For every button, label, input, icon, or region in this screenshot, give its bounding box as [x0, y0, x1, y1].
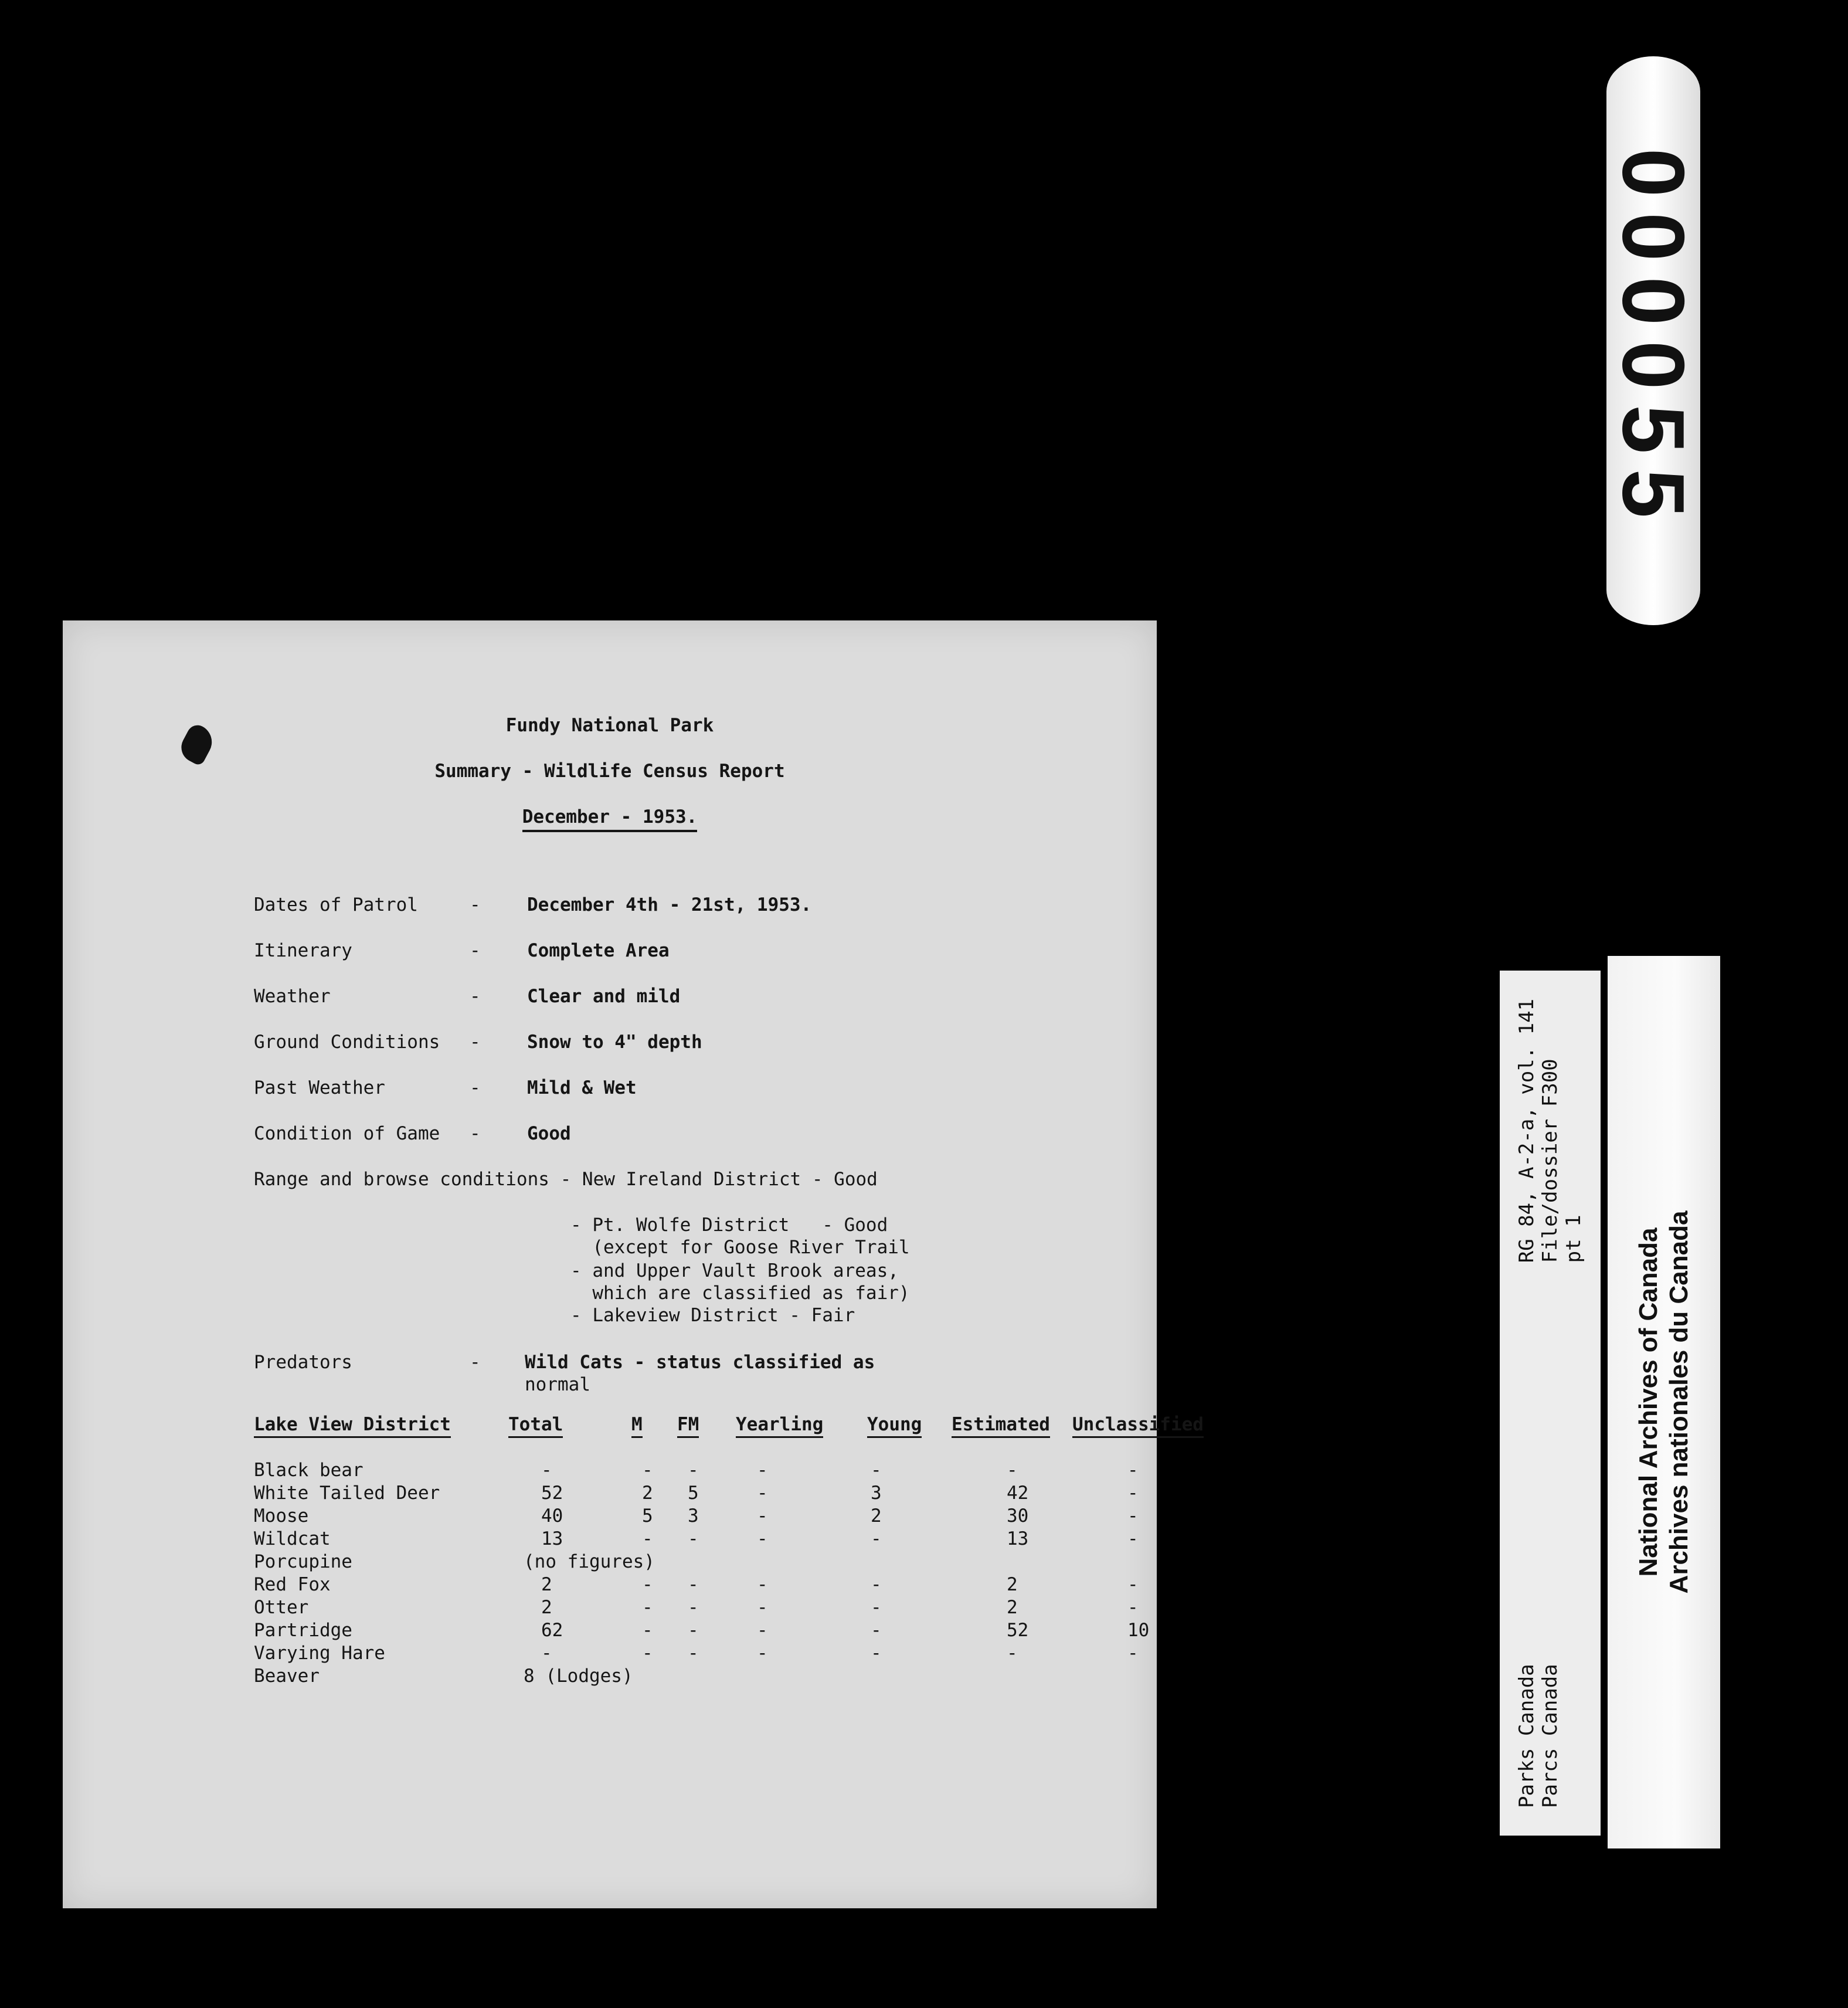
field-label: Itinerary: [254, 940, 352, 961]
species-cell: Otter: [254, 1597, 309, 1618]
field-value: December 4th - 21st, 1953.: [527, 894, 812, 915]
table-cell: -: [642, 1574, 653, 1595]
range-conditions-label: Range and browse conditions - New Ireland District - Good: [254, 1169, 878, 1190]
table-cell: 42: [1007, 1483, 1029, 1504]
table-cell: -: [757, 1620, 768, 1641]
field-value: Clear and mild: [527, 986, 681, 1007]
reference-line-rg: RG 84, A-2-a, vol. 141: [1515, 998, 1538, 1263]
table-cell: -: [757, 1483, 768, 1504]
table-cell: 10: [1127, 1620, 1150, 1641]
table-cell: 2: [642, 1483, 653, 1504]
column-header: [677, 1413, 699, 1436]
table-cell: 13: [541, 1528, 563, 1549]
table-cell: 62: [541, 1620, 563, 1641]
field-label: Condition of Game: [254, 1123, 440, 1144]
column-header: [254, 1413, 451, 1436]
species-cell: Partridge: [254, 1620, 352, 1641]
reference-label: [1500, 971, 1601, 1836]
table-cell: -: [688, 1528, 699, 1549]
field-dash: -: [470, 894, 481, 915]
table-cell: -: [1127, 1528, 1139, 1549]
table-cell: 2: [871, 1505, 882, 1527]
reference-label-text: [1515, 999, 1585, 1808]
table-cell: 52: [1007, 1620, 1029, 1641]
table-cell: 5: [688, 1483, 699, 1504]
field-value: Mild & Wet: [527, 1077, 637, 1098]
document-content: [63, 620, 1204, 1908]
table-cell: 13: [1007, 1528, 1029, 1549]
table-cell: -: [757, 1505, 768, 1527]
table-cell: -: [757, 1460, 768, 1481]
table-cell: -: [688, 1574, 699, 1595]
column-header-text: Total: [508, 1414, 563, 1438]
table-cell: 3: [688, 1505, 699, 1527]
reference-line-part: pt 1: [1562, 1214, 1585, 1263]
document-title: Fundy National Park: [505, 715, 714, 736]
column-header-text: FM: [677, 1414, 699, 1438]
reference-line-parks-fr: Parcs Canada: [1538, 1663, 1562, 1808]
field-dash: -: [470, 986, 481, 1007]
column-header: [736, 1413, 823, 1436]
table-cell: -: [688, 1597, 699, 1618]
table-cell: -: [757, 1597, 768, 1618]
reference-line-file: File/dossier F300: [1538, 1058, 1562, 1263]
table-cell: -: [871, 1528, 882, 1549]
column-header: [952, 1413, 1050, 1436]
column-header: [867, 1413, 922, 1436]
field-value: Snow to 4" depth: [527, 1032, 702, 1053]
species-cell: Porcupine: [254, 1551, 352, 1572]
column-header-text: Estimated: [952, 1414, 1050, 1438]
archives-line-fr: Archives nationales du Canada: [1664, 1210, 1693, 1594]
table-cell: 2: [1007, 1597, 1018, 1618]
table-cell: -: [1127, 1505, 1139, 1527]
field-value: Complete Area: [527, 940, 670, 961]
column-header-text: Young: [867, 1414, 922, 1438]
field-label: Dates of Patrol: [254, 894, 418, 915]
table-cell: -: [642, 1620, 653, 1641]
table-cell: -: [871, 1574, 882, 1595]
field-dash: -: [470, 940, 481, 961]
field-dash: -: [470, 1077, 481, 1098]
table-cell: -: [1127, 1483, 1139, 1504]
table-cell: -: [1127, 1460, 1139, 1481]
table-cell: -: [871, 1643, 882, 1664]
table-cell: -: [871, 1597, 882, 1618]
table-cell: (no figures): [524, 1551, 655, 1572]
table-cell: 2: [541, 1597, 552, 1618]
table-cell: 40: [541, 1505, 563, 1527]
range-line: (except for Goose River Trail: [570, 1237, 910, 1258]
predators-dash: -: [470, 1352, 481, 1373]
table-cell: 3: [871, 1483, 882, 1504]
archives-label: [1608, 956, 1720, 1848]
archives-line-en: National Archives of Canada: [1634, 1227, 1663, 1577]
species-cell: Varying Hare: [254, 1643, 385, 1664]
column-header-text: Lake View District: [254, 1414, 451, 1438]
field-label: Ground Conditions: [254, 1032, 440, 1053]
table-cell: -: [541, 1643, 552, 1664]
table-cell: -: [688, 1643, 699, 1664]
table-cell: -: [871, 1460, 882, 1481]
predators-line-2: normal: [525, 1374, 590, 1395]
table-cell: 30: [1007, 1505, 1029, 1527]
species-cell: White Tailed Deer: [254, 1483, 440, 1504]
predators-line-1: Wild Cats - status classified as: [525, 1352, 875, 1373]
table-cell: -: [688, 1460, 699, 1481]
reference-line-parks-en: Parks Canada: [1515, 1663, 1538, 1808]
range-line: - Pt. Wolfe District - Good: [570, 1215, 888, 1236]
range-line: which are classified as fair): [570, 1283, 910, 1304]
field-label: Weather: [254, 986, 331, 1007]
species-cell: Wildcat: [254, 1528, 331, 1549]
species-cell: Beaver: [254, 1666, 320, 1687]
table-cell: -: [871, 1620, 882, 1641]
column-header-text: Yearling: [736, 1414, 823, 1438]
table-cell: -: [642, 1528, 653, 1549]
reference-file: [1515, 999, 1585, 1263]
table-cell: -: [1007, 1643, 1018, 1664]
table-cell: -: [541, 1460, 552, 1481]
table-cell: -: [1127, 1597, 1139, 1618]
column-header-text: M: [631, 1414, 643, 1438]
table-cell: -: [1007, 1460, 1018, 1481]
range-line: - Lakeview District - Fair: [570, 1305, 855, 1326]
table-cell: 52: [541, 1483, 563, 1504]
table-cell: -: [757, 1643, 768, 1664]
table-cell: -: [1127, 1643, 1139, 1664]
document-date: [63, 806, 1157, 828]
archives-label-text: [1633, 1197, 1694, 1607]
field-dash: -: [470, 1123, 481, 1144]
column-header: [631, 1413, 643, 1436]
document-date-text: December - 1953.: [522, 806, 698, 832]
frame-counter: [1604, 56, 1703, 625]
column-header: [1072, 1413, 1204, 1436]
column-header: [508, 1413, 563, 1436]
species-cell: Black bear: [254, 1460, 364, 1481]
table-cell: 2: [541, 1574, 552, 1595]
table-cell: -: [642, 1460, 653, 1481]
field-dash: -: [470, 1032, 481, 1053]
reference-parks: [1515, 1664, 1562, 1808]
table-cell: -: [757, 1574, 768, 1595]
table-cell: -: [1127, 1574, 1139, 1595]
predators-label: Predators: [254, 1352, 352, 1373]
document-subtitle: Summary - Wildlife Census Report: [434, 761, 785, 782]
table-cell: -: [642, 1643, 653, 1664]
table-cell: -: [642, 1597, 653, 1618]
table-cell: 8 (Lodges): [524, 1666, 633, 1687]
frame-counter-number: 000055: [1604, 148, 1703, 534]
table-cell: -: [757, 1528, 768, 1549]
table-cell: 5: [642, 1505, 653, 1527]
table-cell: -: [688, 1620, 699, 1641]
range-line: - and Upper Vault Brook areas,: [570, 1260, 899, 1281]
field-label: Past Weather: [254, 1077, 385, 1098]
table-cell: 2: [1007, 1574, 1018, 1595]
field-value: Good: [527, 1123, 571, 1144]
column-header-text: Unclassified: [1072, 1414, 1204, 1438]
species-cell: Moose: [254, 1505, 309, 1527]
species-cell: Red Fox: [254, 1574, 331, 1595]
document-page: [63, 620, 1204, 1908]
